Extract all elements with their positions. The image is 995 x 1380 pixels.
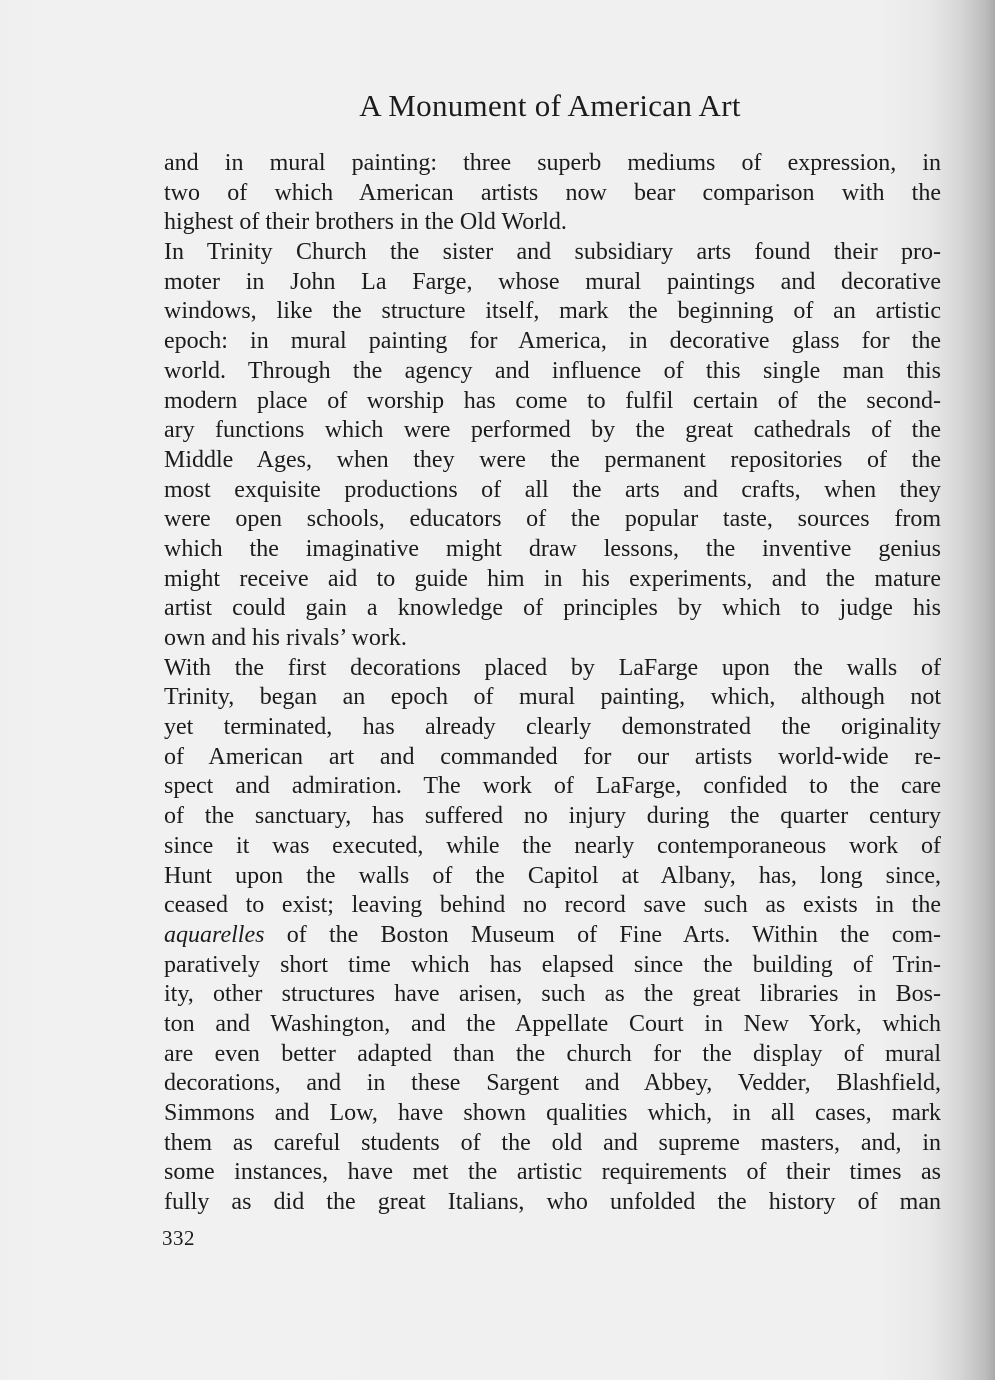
text-line-23: of the sanctuary, has suffered no injury during the quarter century [164,803,941,830]
text-line-17: own and his rivals’ work. [164,625,407,651]
text-line-27-rest: of the Boston Museum of Fine Arts. Within the com- [264,921,941,948]
text-line-24: since it was executed, while the nearly contemporaneous work of [164,832,941,859]
text-line-36: fully as did the great Italians, who unfolded the history of man [164,1189,941,1216]
text-line-13: were open schools, educators of the popular taste, sources from [164,506,941,533]
text-line-15: might receive aid to guide him in his experiments, and the mature [164,565,941,592]
text-line-19: Trinity, began an epoch of mural painting, which, although not [164,684,941,711]
text-line-35: some instances, have met the artistic requirements of their times as [164,1159,941,1186]
text-line-29: ity, other structures have arisen, such as the great libraries in Bos- [164,981,941,1008]
body-text [164,149,941,1218]
italic-word: aquarelles [164,921,265,948]
text-line-25: Hunt upon the walls of the Capitol at Albany, has, long since, [164,862,941,889]
text-line-18: With the first decorations placed by LaFarge upon the walls of [164,654,941,681]
text-line-5: moter in John La Farge, whose mural paintings and decorative [164,268,941,295]
text-line-11: Middle Ages, when they were the permanent repositories of the [164,446,941,473]
text-line-9: modern place of worship has come to fulfil certain of the second- [164,387,941,414]
text-line-14: which the imaginative might draw lessons, the inventive genius [164,535,941,562]
text-line-27 [164,921,941,951]
text-line-26: ceased to exist; leaving behind no record save such as exists in the [164,892,941,919]
text-line-34: them as careful students of the old and supreme masters, and, in [164,1129,941,1156]
text-line-21: of American art and commanded for our artists world-wide re- [164,743,941,770]
text-line-10: ary functions which were performed by the great cathedrals of the [164,417,941,444]
text-line-4: In Trinity Church the sister and subsidiary arts found their pro- [164,239,941,266]
text-line-12: most exquisite productions of all the arts and crafts, when they [164,476,941,503]
text-line-20: yet terminated, has already clearly demonstrated the originality [164,714,941,741]
running-head: A Monument of American Art [359,88,741,123]
text-line-1: and in mural painting: three superb mediums of expression, in [164,150,941,176]
text-line-3: highest of their brothers in the Old World. [164,209,567,236]
text-line-22: spect and admiration. The work of LaFarge, confided to the care [164,773,941,800]
text-line-6: windows, like the structure itself, mark the beginning of an artistic [164,298,941,325]
text-line-16: artist could gain a knowledge of principles by which to judge his [164,595,941,622]
text-line-33: Simmons and Low, have shown qualities which, in all cases, mark [164,1100,941,1126]
text-line-32: decorations, and in these Sargent and Abbey, Vedder, Blashfield, [164,1070,941,1097]
text-line-28: paratively short time which has elapsed since the building of Trin- [164,951,941,978]
text-line-2: two of which American artists now bear comparison with the [164,179,941,206]
text-line-30: ton and Washington, and the Appellate Court in New York, which [164,1010,941,1037]
text-line-7: epoch: in mural painting for America, in decorative glass for the [164,328,941,355]
text-line-31: are even better adapted than the church for the display of mural [164,1040,941,1067]
text-line-8: world. Through the agency and influence of this single man this [164,357,941,384]
page-number: 332 [162,1226,195,1250]
